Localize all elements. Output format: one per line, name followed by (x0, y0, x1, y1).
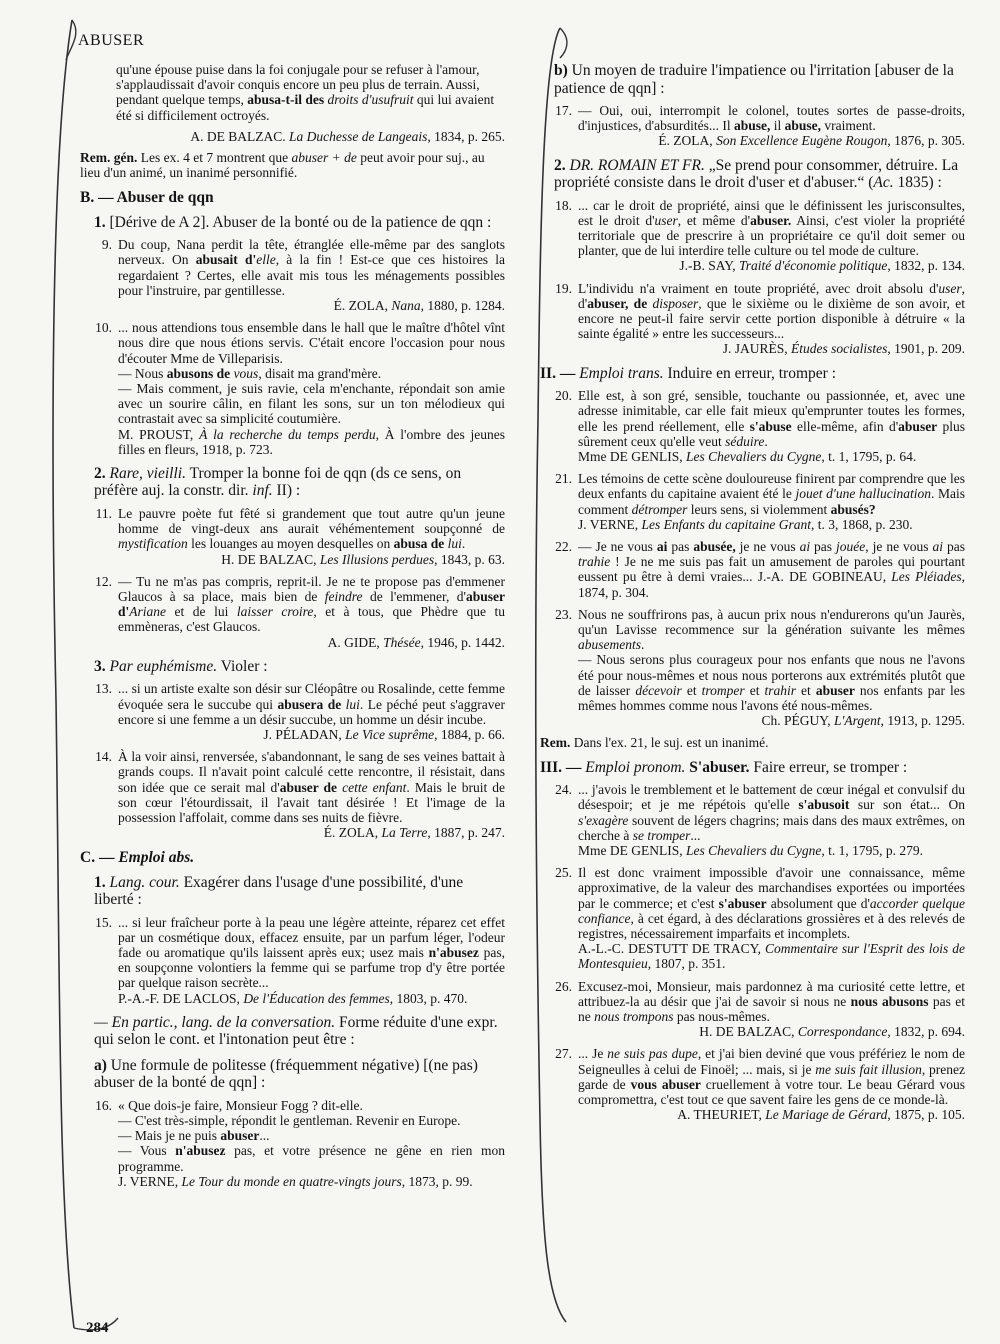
section-iii-heading: III. — Emploi pronom. S'abuser. Faire erreur, se tromper : (540, 758, 908, 776)
right-column (540, 62, 965, 1129)
example-19: 19. L'individu n'a vraiment en toute propriété, avec droit absolu d'user, d'abuser, de disposer, que le sixième ou le dixième de son avoir, et encore ne peut-il faire servir cette portion disponible à détruire « la sainte égalité » entre les successeurs... J. JAURÈS, Études socialistes, 1901, p. 209. (555, 280, 965, 357)
example-23: 23. Nous ne souffrirons pas, à aucun prix nous n'endurerons qu'un Jaurès, qu'un Lavisse recommence sur la génération suivante les mêmes abusements. — Nous serons plus courageux pour nos enfants que nous ne l'avons été pour nous-mêmes et nous nous porterons aux extrémités plutôt que de laisser décevoir et tromper et trahir et abuser nos enfants par les mêmes hommes comme nous l'avons été nous-mêmes. Ch. PÉGUY, L'Argent, 1913, p. 1295. (555, 606, 966, 729)
subsection-2-droit: 2. DR. ROMAIN ET FR. „Se prend pour consommer, détruire. La propriété consiste dans le droit d'user et d'abuser.“ (Ac. 1835) : (554, 156, 959, 192)
example-17: 17. — Oui, oui, interrompit le colonel, toutes sortes de passe-droits, d'injustices, d'absurdités... Il abuse, il abuse, vraiment. É. ZOLA, Son Excellence Eugène Rougon, 1876, p. 305. (555, 103, 965, 149)
subsection-c1: 1. Lang. cour. Exagérer dans l'usage d'une possibilité, d'une liberté : (94, 873, 464, 909)
example-15: 15. ... si leur fraîcheur porte à la peau une légère atteinte, réparez cet effet par un cosmétique doux, effacez ensuite, par un parfum léger, l'odeur fade ou aromatique qu'ils laissent après eux; usez mais n'abusez pas, en soupçonne volontiers la femme qui se parfume trop d'y être portée par quelque raison secrète... P.-A.-F. DE LACLOS, De l'Éducation des femmes, 1803, p. 470. (95, 914, 505, 1006)
remark: Rem. Dans l'ex. 21, le suj. est un inanimé. (540, 735, 769, 751)
left-column (80, 62, 505, 1196)
section-b-heading: B. — Abuser de qqn (80, 189, 214, 207)
example-21: 21. Les témoins de cette scène douloureuse finirent par comprendre que les deux enfants du capitaine avaient été le jouet d'une hallucination. Mais comment détromper leurs sens, si violemment abusés? J. VERNE, Les Enfants du capitaine Grant, t. 3, 1868, p. 230. (555, 471, 966, 532)
section-ii-heading: II. — Emploi trans. Induire en erreur, tromper : (540, 364, 836, 382)
example-27: 27. ... Je ne suis pas dupe, et j'ai bien deviné que vous préfériez le nom de Seigneulles à celui de Finoël; ... mais, si je me suis fait illusion, prenez garde de vous abuser cruellement à votre tour. Le beau Gérard vous compromettra, c'est tout ce que savent faire les gens de ce monde-là. A. THEURIET, Le Mariage de Gérard, 1875, p. 105. (555, 1046, 965, 1123)
subsection-partic: — En partic., lang. de la conversation. Forme réduite d'une expr. qui selon le cont. et l'intonation peut être : (94, 1013, 498, 1049)
subsection-a: a) Une formule de politesse (fréquemment négative) [(ne pas) abuser de la bonté de qqn] : (94, 1056, 478, 1092)
page-number: 284 (86, 1320, 109, 1336)
example-24: 24. ... j'avois le tremblement et le battement de cœur inégal et convulsif du désespoir; et je me répétois qu'elle s'abusoit sur son état... On s'exagère souvent de légers chagrins; mais dans des maux extrêmes, on cherche à se tromper... Mme DE GENLIS, Les Chevaliers du Cygne, t. 1, 1795, p. 279. (555, 782, 965, 858)
example-25: 25. Il est donc vraiment impossible d'avoir une connaissance, même approximative, de la valeur des marchandises exportées ou importées par le commerce; et c'est s'abuser absolument que d'accorder quelque confiance, à cet égard, à des déclarations grossières et à des relevés de registres, nécessairement imparfaits et incomplets. A.-L.-C. DESTUTT DE TRACY, Commentaire sur l'Esprit des lois de Montesquieu, 1807, p. 351. (555, 865, 965, 972)
section-c-heading: C. — Emploi abs. (80, 849, 195, 867)
subsection-b: b) Un moyen de traduire l'impatience ou l'irritation [abuser de la patience de qqn] : (554, 62, 954, 97)
example-13: 13. ... si un artiste exalte son désir sur Cléopâtre ou Rosalinde, cette femme évoquée sera le succube qui abusera de lui. Le péché peut s'aggraver encore si une femme a un désir succube, un homme un désir incube. J. PÉLADAN, Le Vice suprême, 1884, p. 66. (95, 681, 505, 742)
remark-general: Rem. gén. Les ex. 4 et 7 montrent que abuser + de peut avoir pour suj., au lieu d'un animé, un inanimé personnifié. (80, 150, 485, 181)
page-header-word: ABUSER (78, 32, 145, 49)
example-11: 11. Le pauvre poète fut fêté si grandement que tout autre qu'un jeune homme de vingt-deux ans aurait véhémentement soupçonné de mystification les louanges au moyen desquelles on abusa de lui. H. DE BALZAC, Les Illusions perdues, 1843, p. 63. (95, 505, 505, 567)
example-22: 22. — Je ne vous ai pas abusée, je ne vous ai pas jouée, je ne vous ai pas trahie ! Je ne me suis pas fait un amusement de paroles qui pourtant eussent pu être à demi vraies... J.-A. DE GOBINEAU, Les Pléiades, 1874, p. 304. (555, 538, 965, 600)
continuation-ref: A. DE BALZAC. La Duchesse de Langeais, 1834, p. 265. (190, 128, 505, 144)
example-10: 10. ... nous attendions tous ensemble dans le hall que le maître d'hôtel vînt nous dire que nous étions servis. C'était encore l'occasion pour nous d'écouter Mme de Villeparisis. — Nous abusons de vous, disait ma grand'mère. — Mais comment, je suis ravie, cela m'enchante, répondait son amie avec un sourire câlin, en filant les sons, sur un ton mélodieux qui contrastait avec sa simplicité coutumière. M. PROUST, À la recherche du temps perdu, À l'ombre des jeunes filles en fleurs, 1918, p. 723. (95, 320, 505, 457)
example-12: 12. — Tu ne m'as pas compris, reprit-il. Je ne te propose pas d'emmener Glaucos à sa place, mais bien de feindre de l'emmener, d'abuser d'Ariane et de lui laisser croire, et à tous, que Phèdre que tu emmèneras, c'est Glaucos. A. GIDE, Thésée, 1946, p. 1442. (95, 573, 506, 650)
continuation-quote: qu'une épouse puise dans la foi conjugale pour se refuser à l'amour, s'applaudissait d'avoir conquis encore un peu plus de terrain. Aussi, pendant quelque temps, abusa-t-il des droits d'usufruit qui lui avaient été si difficilement octroyés. (116, 62, 495, 123)
subsection-b1: 1. [Dérive de A 2]. Abuser de la bonté ou de la patience de qqn : (94, 213, 492, 231)
example-9: 9. Du coup, Nana perdit la tête, étranglée elle-même par des sanglots nerveux. On abusait d'elle, à la fin ! Est-ce que ces histoires la regardaient ? Certes, elle avait mis tous les ménagements possibles pour l'instruire, par gentillesse. É. ZOLA, Nana, 1880, p. 1284. (101, 237, 505, 313)
subsection-b2: 2. Rare, vieilli. Tromper la bonne foi de qqn (ds ce sens, on préfère auj. la constr. dir. inf. II) : (94, 464, 462, 500)
example-14: 14. À la voir ainsi, renversée, s'abandonnant, le sang de ses veines battait à grands coups. Il n'avait point calculé cette rencontre, il résistait, dans son idée que ce serait mal d'abuser de cette enfant. Mais le bruit de son cœur l'étourdissait, il l'avait tant désirée ! Et l'image de la possession l'affolait, comme dans ses nuits de fièvre. É. ZOLA, La Terre, 1887, p. 247. (95, 749, 505, 841)
example-16: 16. « Que dois-je faire, Monsieur Fogg ? dit-elle. — C'est très-simple, répondit le gentleman. Revenir en Europe. — Mais je ne puis abuser... — Vous n'abusez pas, et votre présence ne gêne en rien mon programme. J. VERNE, Le Tour du monde en quatre-vingts jours, 1873, p. 99. (95, 1097, 505, 1189)
subsection-b3: 3. Par euphémisme. Violer : (94, 657, 268, 675)
example-18: 18. ... car le droit de propriété, ainsi que le définissent les jurisconsultes, est le droit d'user, et même d'abuser. Ainsi, c'est violer la propriété territoriale que de prescrire à un propriétaire ce qu'il doit semer ou planter, que de lui interdire telle culture ou tel mode de culture. J.-B. SAY, Traité d'économie politique, 1832, p. 134. (555, 197, 965, 274)
example-26: 26. Excusez-moi, Monsieur, mais pardonnez à ma curiosité cette lettre, et attribuez-la au désir que j'ai de savoir si nous ne nous abusons pas et ne nous trompons pas nous-mêmes. H. DE BALZAC, Correspondance, 1832, p. 694. (555, 978, 965, 1040)
example-20: 20. Elle est, à son gré, sensible, touchante ou passionnée, et, avec une adresse inimitable, car elle fait mieux qu'emprunter toutes les formes, elle les prend réellement, elle s'abuse elle-même, afin d'abuser plus sûrement ceux qu'elle veut séduire. Mme DE GENLIS, Les Chevaliers du Cygne, t. 1, 1795, p. 64. (555, 388, 966, 464)
